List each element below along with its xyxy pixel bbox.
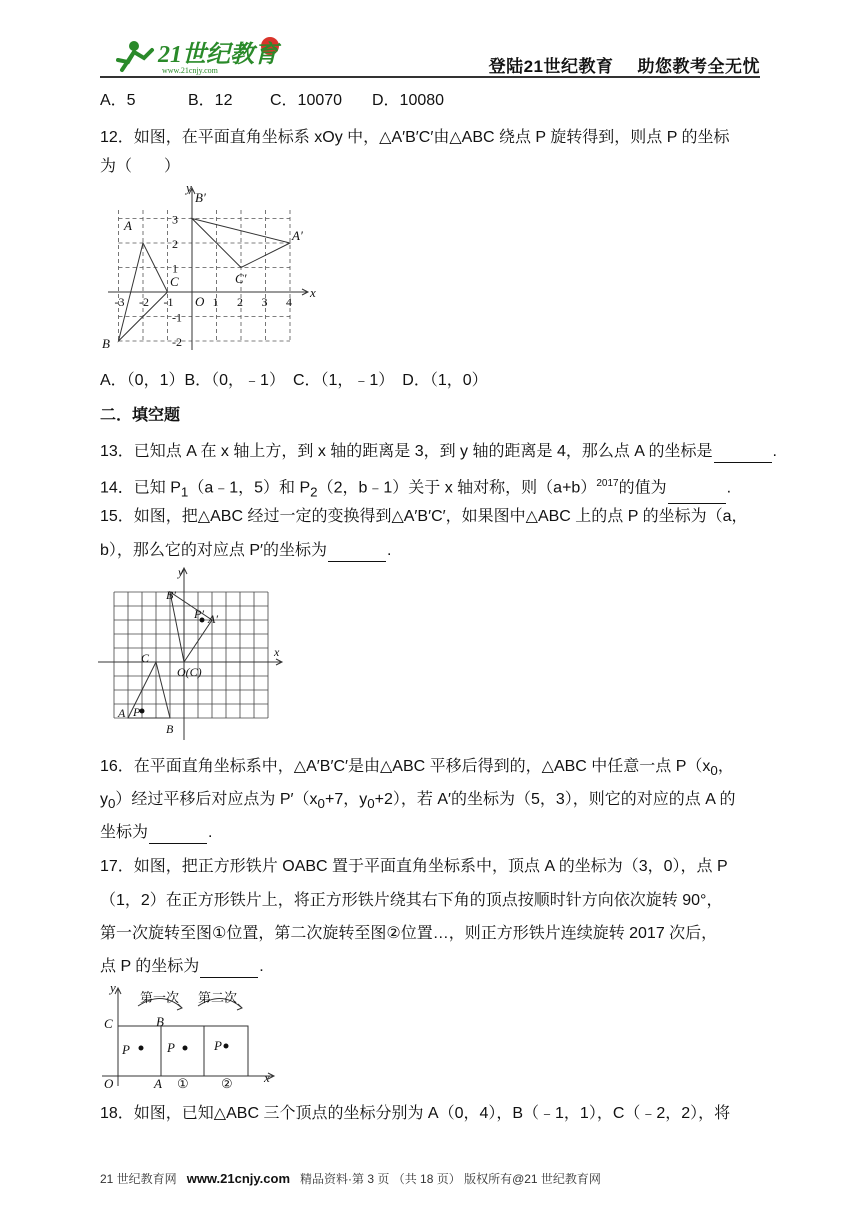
q17-label-circle1: ①: [177, 1076, 189, 1091]
q17-label-first: 第一次: [140, 990, 180, 1005]
q15-stem-line2: b），那么它的对应点 P′的坐标为 .: [100, 540, 391, 562]
q12-xtick-label: -2: [139, 295, 149, 309]
q15-answer-blank[interactable]: [328, 545, 386, 562]
q16-sub-c: 0: [317, 796, 325, 812]
q14-text-2: （a﹣1，5）和 P: [188, 479, 311, 497]
q11-option-d: D．10080: [372, 92, 445, 109]
q12-xtick-label: 1: [212, 295, 219, 309]
q15-label-P: P: [133, 705, 141, 719]
q17-text-4: 点 P 的坐标为: [100, 958, 200, 975]
q12-stem-line1: 12．如图，在平面直角坐标系 xOy 中，△A′B′C′由△ABC 绕点 P 旋转得到，则点 P 的坐标: [100, 129, 730, 146]
footer-site: 21 世纪教育网: [100, 1172, 177, 1186]
q12-options: A．（0，1）B．（0，﹣1） C．（1，﹣1） D．（1，0）: [100, 372, 488, 389]
q16-answer-blank[interactable]: [149, 827, 207, 844]
q16-text-2b: ）经过平移后对应点为 P′（x: [115, 791, 318, 808]
q17-label-P1: P: [122, 1042, 130, 1057]
q16-stem-line1: [100, 756, 734, 782]
q17-label-A: A: [154, 1076, 162, 1091]
q14-text-3: （2，b﹣1）关于 x 轴对称，则（a+b）: [317, 479, 597, 497]
q17-stem-line1: 17．如图，把正方形铁片 OABC 置于平面直角坐标系中，顶点 A 的坐标为（3，0），点 P: [100, 858, 728, 875]
q15-figure: [98, 562, 288, 747]
q17-answer-blank[interactable]: [200, 961, 258, 978]
q12-xtick-label: 2: [237, 295, 243, 309]
q17-label-C: C: [104, 1016, 113, 1031]
q12-label-C: C: [170, 274, 179, 289]
q17-label-circle2: ②: [221, 1076, 233, 1091]
q15-label-B: B: [166, 722, 174, 736]
q12-label-A2: A′: [292, 228, 303, 243]
q14-sub-1: 1: [180, 484, 189, 500]
q17-label-P2: P: [167, 1040, 175, 1055]
q12-ytick-label: -1: [172, 310, 182, 325]
q12-xtick-label: -1: [163, 295, 174, 309]
q15-label-OC: O(C): [177, 665, 202, 679]
logo-url: www.21cnjy.com: [162, 66, 218, 75]
footer-url[interactable]: www.21cnjy.com: [186, 1171, 291, 1186]
q18-stem-line1: 18．如图，已知△ABC 三个顶点的坐标分别为 A（0，4），B（﹣1，1），C（﹣2，2），将: [100, 1105, 731, 1122]
header-divider: [100, 76, 760, 78]
q12-xtick-label: -3: [114, 295, 125, 309]
q17-y-label: y: [110, 982, 116, 995]
q17-stem-line4: 点 P 的坐标为 .: [100, 956, 264, 978]
footer-info: 精品资料·第 3 页 （共 18 页） 版权所有@21 世纪教育网: [300, 1172, 601, 1186]
q12-x-label: x: [310, 285, 316, 300]
q12-ytick-label: -2: [172, 335, 182, 349]
q16-sub-b: 0: [108, 796, 116, 812]
header-slogan-1: 登陆21世纪教育: [488, 57, 614, 76]
q17-figure: [98, 982, 283, 1097]
section-fill-in: 二．填空题: [100, 407, 181, 424]
q16-text-2c: +7，y: [324, 791, 368, 808]
logo-text: 21世纪教育: [158, 42, 278, 68]
q12-ytick-label: 3: [172, 212, 178, 227]
q14-text-1: 14．已知 P: [100, 479, 181, 497]
q15-label-B2: B′: [166, 588, 176, 602]
q17-stem-line2: （1，2）在正方形铁片上，将正方形铁片绕其右下角的顶点按顺时针方向依次旋转 90°，: [100, 892, 723, 909]
q16-text-2a: y: [100, 791, 108, 808]
q17-x-label: x: [264, 1070, 270, 1085]
q13-answer-blank[interactable]: [714, 446, 772, 463]
q12-ytick-label: 1: [172, 261, 178, 276]
q16-stem-line3: 坐标为 .: [100, 822, 212, 844]
q14-sub-2: 2: [310, 484, 318, 500]
q16-sub-a: 0: [710, 763, 718, 779]
q14-stem: 14．已知 $P_1(a﹣1$，5）和 $P_2(2$，b﹣1）关于 x 轴对称，则$(a+b)^{2017}$的值为 .: [100, 473, 731, 504]
q17-stem-line3: 第一次旋转至图①位置，第二次旋转至图②位置…，则正方形铁片连续旋转 2017 次后，: [100, 925, 718, 942]
q17-label-P3: P: [214, 1038, 222, 1053]
q11-option-b: B．12: [188, 92, 233, 109]
q17-label-O: O: [104, 1076, 114, 1091]
q14-answer-blank[interactable]: [668, 487, 726, 504]
site-logo: [100, 28, 300, 76]
q15-stem-line1: 15．如图，把△ABC 经过一定的变换得到△A′B′C′，如果图中△ABC 上的点 P 的坐标为（a，: [100, 508, 748, 525]
q17-label-B: B: [156, 1014, 164, 1029]
q16-sub-d: 0: [367, 796, 375, 812]
q12-origin-label: O: [195, 294, 205, 309]
q13-stem: 13．已知点 A 在 x 轴上方，到 x 轴的距离是 3，到 y 轴的距离是 4，那么点 A 的坐标是 .: [100, 441, 777, 463]
q12-ytick-label: 2: [172, 237, 178, 251]
q12-y-label: y: [186, 180, 192, 195]
q16-stem-line2: [100, 789, 735, 815]
header-slogan-2: 助您教考全无忧: [637, 57, 760, 76]
q12-label-B2: B′: [195, 190, 206, 205]
q15-label-A: A: [118, 706, 126, 720]
q15-x-label: x: [274, 645, 280, 659]
q12-label-C2: C′: [235, 271, 247, 286]
q14-sup: 2017: [596, 478, 619, 489]
q15-label-P2: P′: [194, 607, 204, 621]
q17-label-second: 第二次: [198, 990, 238, 1005]
q13-text: 13．已知点 A 在 x 轴上方，到 x 轴的距离是 3，到 y 轴的距离是 4，那么点 A 的坐标是: [100, 443, 713, 460]
q14-text-4: 的值为: [618, 479, 667, 497]
q12-label-A: A: [124, 218, 132, 233]
q15-text: b），那么它的对应点 P′的坐标为: [100, 542, 328, 559]
q11-option-a: A．5: [100, 92, 136, 109]
header-slogan: [465, 52, 760, 77]
q15-label-C: C: [141, 651, 150, 665]
q12-xtick-label: 3: [261, 295, 268, 309]
q12-label-B: B: [102, 336, 110, 351]
q11-option-c: C．10070: [270, 92, 343, 109]
q16-text-1a: 16．在平面直角坐标系中，△A′B′C′是由△ABC 平移后得到的，△ABC 中任意一点 P（x: [100, 758, 711, 775]
q11-options: [100, 90, 444, 112]
q15-y-label: y: [178, 565, 184, 579]
q16-text-3: 坐标为: [100, 824, 149, 841]
q12-figure: [100, 180, 330, 360]
q12-xtick-label: 4: [286, 295, 292, 309]
q15-label-A2: A′: [208, 612, 218, 626]
q16-text-2d: +2），若 A′的坐标为（5，3），则它的对应的点 A 的: [374, 791, 736, 808]
q16-text-1b: ，: [717, 758, 734, 775]
q12-stem-line2: 为（ ）: [100, 158, 181, 175]
page-footer: [100, 1170, 601, 1187]
